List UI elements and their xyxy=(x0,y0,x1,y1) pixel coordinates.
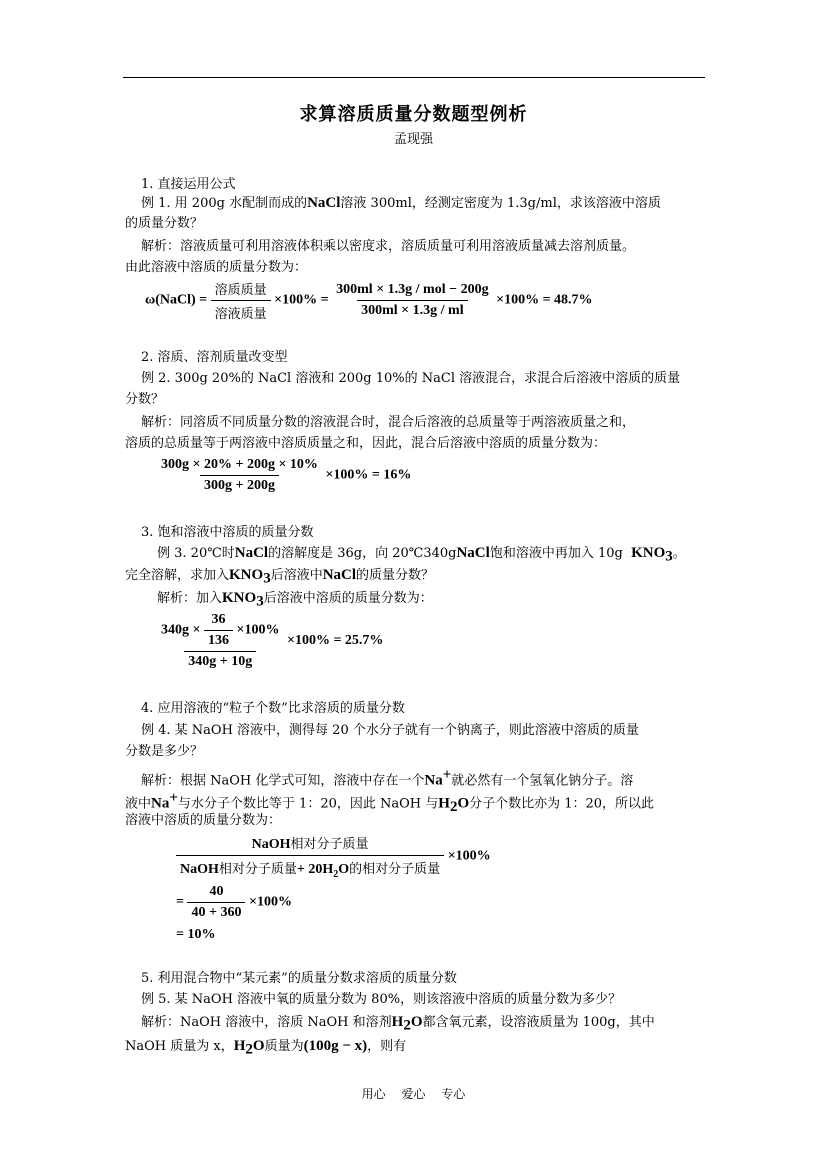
section-4-answer-line3: 溶液中溶质的质量分数为： xyxy=(125,813,282,828)
section-4-question-line2: 分数是多少？ xyxy=(125,744,204,759)
section-4-question-line1: 例 4. 某 NaOH 溶液中，测得每 20 个水分子就有一个钠离子，则此溶液中溶质的质量 xyxy=(141,723,639,738)
section-1-question-line2: 的质量分数？ xyxy=(125,216,204,231)
section-1-formula: ω(NaCl) = $\frac{\text{溶质质量}}{\text{溶液质量}}$ ×100% = $\frac{\text{300ml × 1.3g / mol − 200g}}{300ml \times 1.3g / ml}$ ×100% = 48.7% xyxy=(145,282,593,322)
section-3-answer-line1: 解析：加入$KNO_3$后溶液中溶质的质量分数为： xyxy=(157,590,433,610)
section-4-answer-line2: 液中Na+与水分子个数比等于 1：20，因此 NaOH 与$H_2O$分子个数比亦为 1：20，所以此 xyxy=(125,790,655,815)
section-5-heading: 5. 利用混合物中“某元素”的质量分数求溶质的质量分数 xyxy=(141,971,457,986)
section-2-answer-line2: 溶质的总质量等于两溶液中溶质质量之和，因此，混合后溶液中溶质的质量分数为： xyxy=(125,436,607,451)
author: 孟现强 xyxy=(393,132,433,147)
header-rule xyxy=(123,77,705,78)
section-2-question-line1: 例 2. 300g 20%的 NaCl 溶液和 200g 10%的 NaCl 溶液混合，求混合后溶液中溶质的质量 xyxy=(141,371,681,386)
section-3-question-line1: 例 3. 20℃时NaCl的溶解度是 36g，向 20℃340gNaCl饱和溶液中再加入 10g $KNO_3$。 xyxy=(157,545,686,565)
section-2-answer-line1: 解析：同溶质不同质量分数的溶液混合时，混合后溶液的总质量等于两溶液质量之和， xyxy=(141,415,636,430)
section-5-answer-line1: 解析：NaOH 溶液中，溶质 NaOH 和溶剂$H_2O$都含氧元素，设溶液质量为 100g，其中 xyxy=(141,1014,655,1034)
footer-text: 用心 爱心 专心 xyxy=(361,1087,466,1101)
section-5-answer-line2: NaOH 质量为 x，$H_2O$质量为(100g − x)，则有 xyxy=(125,1038,407,1058)
section-1-answer-line1: 解析：溶液质量可利用溶液体积乘以密度求，溶质质量可利用溶液质量减去溶剂质量。 xyxy=(141,239,636,254)
section-3-heading: 3. 饱和溶液中溶质的质量分数 xyxy=(141,525,314,540)
section-4-formula-step2: = $\frac{40}{40 + 360}$ ×100% xyxy=(176,884,292,920)
section-5-question-line1: 例 5. 某 NaOH 溶液中氧的质量分数为 80%，则该溶液中溶质的质量分数为多少？ xyxy=(141,992,622,1007)
section-1-answer-line2: 由此溶液中溶质的质量分数为： xyxy=(125,260,308,275)
page-title: 求算溶质质量分数题型例析 xyxy=(299,104,528,125)
section-2-question-line2: 分数？ xyxy=(125,392,165,407)
section-1-heading: 1. 直接运用公式 xyxy=(141,177,236,192)
section-4-formula: $\frac{\text{NaOH相对分子质量}}{NaOH相对分子质量+ 20H_2O的相对分子质量}$ ×100% xyxy=(176,833,491,880)
section-1-question-line1: 例 1. 用 200g 水配制而成的NaCl溶液 300ml，经测定密度为 1.3g/ml，求该溶液中溶质 xyxy=(141,195,661,211)
section-2-formula: $\frac{300g \times 20\% + 200g \times 10\%}{300g + 200g}$ ×100% = 16% xyxy=(161,457,412,493)
section-4-answer-line1: 解析：根据 NaOH 化学式可知，溶液中存在一个Na+就必然有一个氢氧化钠分子。溶 xyxy=(141,767,634,789)
section-3-formula: 340g × $\frac{36}{136}$ ×100% 340g + 10g ×100% = 25.7% xyxy=(161,612,384,669)
section-3-question-line2: 完全溶解，求加入$KNO_3$后溶液中NaCl的质量分数？ xyxy=(125,567,435,587)
section-4-formula-result: = 10% xyxy=(176,927,216,942)
section-4-heading: 4. 应用溶液的“粒子个数”比求溶质的质量分数 xyxy=(141,701,405,716)
section-2-heading: 2. 溶质、溶剂质量改变型 xyxy=(141,350,288,365)
